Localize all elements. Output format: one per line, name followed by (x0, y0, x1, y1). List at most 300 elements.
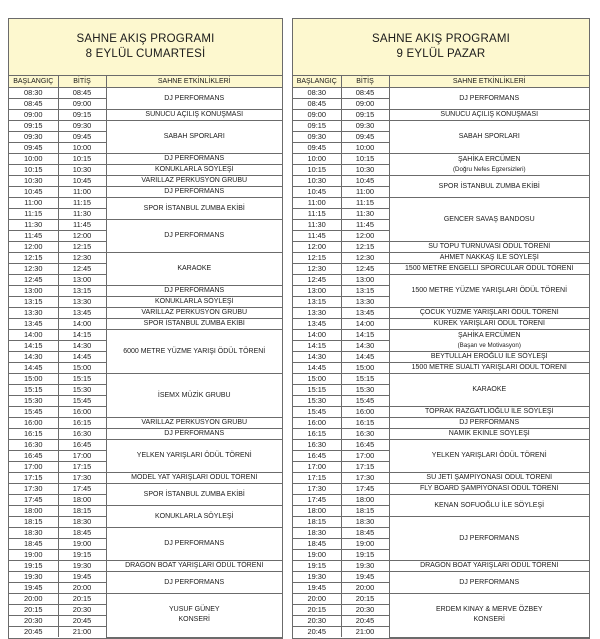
event-label: VARİLLAZ PERKÜSYON GRUBU (141, 419, 248, 426)
end-time: 20:00 (58, 583, 106, 594)
end-time: 18:30 (58, 517, 106, 528)
schedule-row (293, 429, 589, 440)
end-time: 16:30 (58, 429, 106, 440)
event-cell (389, 253, 589, 264)
event-label: DJ PERFORMANS (164, 430, 225, 437)
event-label: DJ PERFORMANS (164, 232, 225, 239)
start-time: 14:30 (293, 352, 341, 363)
start-time: 09:30 (9, 132, 58, 143)
start-time: 08:30 (293, 88, 341, 99)
start-time: 13:00 (9, 286, 58, 297)
end-time: 20:30 (341, 605, 389, 616)
schedule-row (293, 440, 589, 451)
end-time: 19:30 (341, 561, 389, 572)
end-time: 10:00 (341, 143, 389, 154)
start-time: 19:45 (293, 583, 341, 594)
end-time: 15:45 (341, 396, 389, 407)
start-time: 11:30 (293, 220, 341, 231)
start-time: 17:15 (9, 473, 58, 484)
event-cell (389, 88, 589, 110)
end-time: 14:45 (58, 352, 106, 363)
event-label: DJ PERFORMANS (164, 94, 225, 102)
schedule-banner (293, 19, 589, 76)
event-label: YUSUF GÜNEY (168, 606, 220, 614)
event-label: VARİLLAZ PERKÜSYON GRUBU (141, 177, 248, 184)
schedule-row (9, 330, 282, 341)
event-cell (389, 407, 589, 418)
schedule-row (9, 429, 282, 440)
end-time: 18:15 (58, 506, 106, 517)
start-time: 14:00 (9, 330, 58, 341)
schedule-row (9, 88, 282, 99)
start-time: 20:00 (9, 594, 58, 605)
schedule-date: 9 EYLÜL PAZAR (396, 48, 486, 60)
end-time: 21:00 (341, 627, 389, 638)
event-cell (389, 572, 589, 594)
end-time: 13:45 (341, 308, 389, 319)
event-label: DRAGON BOAT YARIŞLARI ÖDÜL TÖRENİ (125, 562, 264, 569)
end-time: 15:45 (58, 396, 106, 407)
end-time: 17:00 (341, 451, 389, 462)
end-time: 17:15 (341, 462, 389, 473)
column-header-end: BİTİŞ (341, 76, 389, 88)
end-time: 13:45 (58, 308, 106, 319)
end-time: 16:00 (58, 407, 106, 418)
schedule-row (293, 473, 589, 484)
start-time: 18:00 (293, 506, 341, 517)
end-time: 11:15 (58, 198, 106, 209)
start-time: 09:00 (293, 110, 341, 121)
end-time: 09:15 (58, 110, 106, 121)
end-time: 10:00 (58, 143, 106, 154)
start-time: 11:15 (293, 209, 341, 220)
start-time: 14:45 (9, 363, 58, 374)
event-cell (106, 308, 282, 319)
schedule-row (293, 264, 589, 275)
schedule-row (293, 253, 589, 264)
end-time: 14:15 (341, 330, 389, 341)
event-cell (106, 374, 282, 418)
event-cell (106, 594, 282, 638)
end-time: 17:00 (58, 451, 106, 462)
start-time: 20:15 (293, 605, 341, 616)
schedule-row (9, 594, 282, 605)
start-time: 13:15 (293, 297, 341, 308)
end-time: 09:00 (341, 99, 389, 110)
start-time: 10:30 (9, 176, 58, 187)
end-time: 14:00 (341, 319, 389, 330)
event-label: SPOR İSTANBUL ZUMBA EKİBİ (143, 320, 245, 327)
end-time: 11:45 (58, 220, 106, 231)
event-label: FLY BOARD ŞAMPİYONASI ÖDÜL TÖRENİ (419, 485, 559, 492)
schedule-row (9, 297, 282, 308)
start-time: 19:30 (9, 572, 58, 583)
start-time: 15:30 (9, 396, 58, 407)
start-time: 13:30 (9, 308, 58, 319)
schedule-row (293, 363, 589, 374)
start-time: 11:00 (293, 198, 341, 209)
event-label: ÇOCUK YÜZME YARIŞLARI ÖDÜL TÖRENİ (419, 309, 559, 316)
event-label: DJ PERFORMANS (164, 188, 225, 195)
event-label: SU JETİ ŞAMPİYONASI ÖDÜL TÖRENİ (426, 474, 553, 481)
event-cell (389, 198, 589, 242)
end-time: 10:45 (341, 176, 389, 187)
schedule-row (293, 352, 589, 363)
schedule-row (9, 176, 282, 187)
event-label: AHMET NAKKAŞ İLE SÖYLEŞİ (439, 254, 539, 261)
start-time: 19:00 (293, 550, 341, 561)
start-time: 16:15 (9, 429, 58, 440)
end-time: 12:00 (341, 231, 389, 242)
event-cell (389, 363, 589, 374)
event-cell (389, 121, 589, 154)
end-time: 21:00 (58, 627, 106, 638)
event-label: KARAOKE (472, 386, 507, 393)
schedule-day-2 (292, 18, 590, 639)
schedule-row (293, 495, 589, 506)
schedule-table (9, 76, 282, 638)
schedule-row (9, 484, 282, 495)
event-cell (389, 308, 589, 319)
event-cell (389, 594, 589, 638)
end-time: 14:00 (58, 319, 106, 330)
end-time: 20:15 (341, 594, 389, 605)
end-time: 14:30 (58, 341, 106, 352)
event-cell (389, 429, 589, 440)
end-time: 20:45 (58, 616, 106, 627)
start-time: 15:45 (293, 407, 341, 418)
event-label: DJ PERFORMANS (459, 534, 520, 542)
event-label: DJ PERFORMANS (164, 540, 225, 547)
start-time: 20:30 (9, 616, 58, 627)
end-time: 13:30 (58, 297, 106, 308)
start-time: 12:15 (293, 253, 341, 264)
schedule-row (293, 374, 589, 385)
start-time: 18:30 (293, 528, 341, 539)
schedule-table (293, 76, 589, 638)
schedule-row (293, 330, 589, 341)
start-time: 08:30 (9, 88, 58, 99)
start-time: 16:00 (293, 418, 341, 429)
end-time: 09:30 (58, 121, 106, 132)
start-time: 10:00 (9, 154, 58, 165)
end-time: 12:30 (341, 253, 389, 264)
start-time: 12:30 (9, 264, 58, 275)
schedule-row (293, 242, 589, 253)
schedule-row (9, 319, 282, 330)
end-time: 19:15 (341, 550, 389, 561)
event-label: MODEL YAT YARIŞLARI ÖDÜL TÖRENİ (131, 474, 258, 481)
schedule-row (293, 594, 589, 605)
end-time: 13:15 (58, 286, 106, 297)
event-label: DJ PERFORMANS (459, 578, 520, 586)
end-time: 19:15 (58, 550, 106, 561)
event-cell (106, 110, 282, 121)
schedule-row (9, 154, 282, 165)
event-label: DJ PERFORMANS (164, 578, 225, 586)
end-time: 18:00 (341, 495, 389, 506)
end-time: 13:15 (341, 286, 389, 297)
end-time: 17:30 (341, 473, 389, 484)
start-time: 12:45 (9, 275, 58, 286)
event-label: ŞAHİKA ERCÜMEN (457, 331, 521, 339)
event-cell (389, 440, 589, 473)
start-time: 16:45 (9, 451, 58, 462)
start-time: 09:45 (9, 143, 58, 154)
start-time: 11:00 (9, 198, 58, 209)
start-time: 11:45 (9, 231, 58, 242)
start-time: 08:45 (293, 99, 341, 110)
schedule-row (293, 308, 589, 319)
event-label: NAMIK EKİNLE SÖYLEŞİ (448, 430, 530, 437)
schedule-row (9, 528, 282, 539)
end-time: 08:45 (58, 88, 106, 99)
end-time: 13:00 (341, 275, 389, 286)
schedule-row (9, 561, 282, 572)
event-cell (106, 484, 282, 506)
event-label: SPOR İSTANBUL ZUMBA EKİBİ (143, 204, 245, 212)
schedule-title: SAHNE AKIŞ PROGRAMI (76, 33, 215, 45)
event-cell (389, 352, 589, 363)
start-time: 15:15 (293, 385, 341, 396)
event-cell (106, 561, 282, 572)
start-time: 09:45 (293, 143, 341, 154)
event-cell (106, 165, 282, 176)
end-time: 09:45 (341, 132, 389, 143)
schedule-row (293, 572, 589, 583)
start-time: 19:30 (293, 572, 341, 583)
event-label: BEYTULLAH EROĞLU İLE SÖYLEŞİ (430, 353, 548, 360)
end-time: 10:15 (341, 154, 389, 165)
start-time: 10:15 (293, 165, 341, 176)
start-time: 20:45 (293, 627, 341, 638)
schedule-row (293, 88, 589, 99)
event-cell (106, 572, 282, 594)
column-header-end: BİTİŞ (58, 76, 106, 88)
event-cell (106, 473, 282, 484)
end-time: 18:45 (341, 528, 389, 539)
start-time: 17:00 (293, 462, 341, 473)
event-label: SABAH SPORLARI (458, 133, 520, 140)
event-cell (389, 517, 589, 561)
start-time: 18:45 (293, 539, 341, 550)
end-time: 09:30 (341, 121, 389, 132)
end-time: 09:45 (58, 132, 106, 143)
end-time: 11:00 (341, 187, 389, 198)
event-cell (106, 176, 282, 187)
schedule-row (9, 198, 282, 209)
end-time: 12:30 (58, 253, 106, 264)
start-time: 15:30 (293, 396, 341, 407)
start-time: 17:00 (9, 462, 58, 473)
event-sublabel: KONSERİ (473, 616, 505, 624)
event-label: 1500 METRE ENGELLİ SPORCULAR ÖDÜL TÖRENİ (405, 265, 574, 272)
end-time: 10:30 (58, 165, 106, 176)
end-time: 15:15 (341, 374, 389, 385)
event-cell (389, 154, 589, 176)
event-cell (106, 154, 282, 165)
schedule-row (9, 440, 282, 451)
schedule-row (293, 121, 589, 132)
start-time: 16:00 (9, 418, 58, 429)
start-time: 10:00 (293, 154, 341, 165)
end-time: 15:15 (58, 374, 106, 385)
column-header-start: BAŞLANGIÇ (9, 76, 58, 88)
event-label: SABAH SPORLARI (163, 133, 225, 140)
start-time: 13:00 (293, 286, 341, 297)
start-time: 13:45 (9, 319, 58, 330)
start-time: 10:45 (9, 187, 58, 198)
end-time: 16:15 (58, 418, 106, 429)
end-time: 18:15 (341, 506, 389, 517)
start-time: 09:15 (9, 121, 58, 132)
event-cell (106, 440, 282, 473)
schedule-row (293, 561, 589, 572)
start-time: 10:45 (293, 187, 341, 198)
start-time: 12:00 (293, 242, 341, 253)
schedule-row (293, 154, 589, 165)
start-time: 12:45 (293, 275, 341, 286)
event-label: KÜREK YARIŞLARI ÖDÜL TÖRENİ (433, 320, 545, 327)
schedule-row (293, 319, 589, 330)
event-label: KENAN SOFUOĞLU İLE SÖYLEŞİ (434, 501, 545, 509)
end-time: 17:45 (341, 484, 389, 495)
start-time: 14:30 (9, 352, 58, 363)
event-label: 1500 METRE SUALTI YARIŞLARI ÖDÜL TÖRENİ (411, 364, 567, 371)
event-cell (389, 484, 589, 495)
end-time: 15:30 (58, 385, 106, 396)
end-time: 09:00 (58, 99, 106, 110)
event-cell (389, 473, 589, 484)
event-cell (389, 561, 589, 572)
event-cell (389, 495, 589, 517)
start-time: 17:45 (9, 495, 58, 506)
event-cell (106, 429, 282, 440)
schedule-row (9, 308, 282, 319)
end-time: 20:00 (341, 583, 389, 594)
schedule-row (293, 418, 589, 429)
end-time: 19:45 (58, 572, 106, 583)
end-time: 18:00 (58, 495, 106, 506)
start-time: 14:15 (293, 341, 341, 352)
start-time: 08:45 (9, 99, 58, 110)
event-cell (389, 264, 589, 275)
end-time: 16:00 (341, 407, 389, 418)
start-time: 14:00 (293, 330, 341, 341)
start-time: 14:45 (293, 363, 341, 374)
event-label: SPOR İSTANBUL ZUMBA EKİBİ (143, 490, 245, 498)
end-time: 11:45 (341, 220, 389, 231)
end-time: 16:15 (341, 418, 389, 429)
event-label: DRAGON BOAT YARIŞLARI ÖDÜL TÖRENİ (420, 562, 559, 569)
schedule-row (9, 110, 282, 121)
end-time: 19:00 (341, 539, 389, 550)
end-time: 09:15 (341, 110, 389, 121)
event-cell (389, 242, 589, 253)
start-time: 18:15 (9, 517, 58, 528)
start-time: 20:30 (293, 616, 341, 627)
schedule-row (293, 407, 589, 418)
schedule-row (9, 165, 282, 176)
start-time: 20:00 (293, 594, 341, 605)
schedule-row (293, 517, 589, 528)
event-cell (106, 528, 282, 561)
end-time: 11:30 (341, 209, 389, 220)
end-time: 12:15 (58, 242, 106, 253)
event-cell (389, 374, 589, 407)
start-time: 19:45 (9, 583, 58, 594)
end-time: 18:30 (341, 517, 389, 528)
event-label: 1500 METRE YÜZME YARIŞLARI ÖDÜL TÖRENİ (411, 287, 568, 294)
event-cell (106, 286, 282, 297)
event-cell (106, 88, 282, 110)
start-time: 13:30 (293, 308, 341, 319)
event-label: KARAOKE (177, 265, 212, 272)
start-time: 17:15 (293, 473, 341, 484)
end-time: 13:30 (341, 297, 389, 308)
end-time: 19:00 (58, 539, 106, 550)
event-cell (389, 110, 589, 121)
end-time: 19:45 (341, 572, 389, 583)
event-label: GENCER SAVAŞ BANDOSU (443, 215, 535, 223)
column-header-start: BAŞLANGIÇ (293, 76, 341, 88)
schedule-banner (9, 19, 282, 76)
event-cell (389, 275, 589, 308)
start-time: 18:45 (9, 539, 58, 550)
event-label: ERDEM KINAY & MERVE ÖZBEY (435, 606, 543, 614)
end-time: 08:45 (341, 88, 389, 99)
event-label: 6000 METRE YÜZME YARIŞI ÖDÜL TÖRENİ (123, 347, 266, 355)
event-cell (106, 253, 282, 286)
start-time: 10:15 (9, 165, 58, 176)
start-time: 09:00 (9, 110, 58, 121)
event-label: ŞAHİKA ERCÜMEN (457, 155, 521, 163)
event-cell (106, 319, 282, 330)
schedule-row (293, 110, 589, 121)
event-cell (106, 297, 282, 308)
event-cell (106, 506, 282, 528)
end-time: 17:15 (58, 462, 106, 473)
end-time: 17:30 (58, 473, 106, 484)
event-cell (106, 187, 282, 198)
end-time: 12:45 (341, 264, 389, 275)
end-time: 16:30 (341, 429, 389, 440)
schedule-row (9, 187, 282, 198)
schedule-row (9, 253, 282, 264)
end-time: 15:00 (341, 363, 389, 374)
schedule-row (9, 572, 282, 583)
schedule-row (9, 506, 282, 517)
schedule-row (9, 374, 282, 385)
event-label: SU TOPU TURNUVASI ÖDÜL TÖRENİ (428, 243, 551, 250)
end-time: 20:15 (58, 594, 106, 605)
schedule-row (9, 473, 282, 484)
end-time: 15:00 (58, 363, 106, 374)
start-time: 18:30 (9, 528, 58, 539)
start-time: 11:45 (293, 231, 341, 242)
event-label: KONUKLARLA SÖYLEŞİ (154, 298, 234, 305)
end-time: 12:00 (58, 231, 106, 242)
start-time: 13:45 (293, 319, 341, 330)
start-time: 14:15 (9, 341, 58, 352)
event-label: TOPRAK RAZGATLIOĞLU İLE SÖYLEŞİ (424, 408, 554, 415)
schedule-title: SAHNE AKIŞ PROGRAMI (372, 33, 510, 45)
end-time: 15:30 (341, 385, 389, 396)
start-time: 15:00 (9, 374, 58, 385)
event-cell (389, 418, 589, 429)
start-time: 19:15 (9, 561, 58, 572)
event-label: YELKEN YARIŞLARI ÖDÜL TÖRENİ (136, 452, 252, 459)
